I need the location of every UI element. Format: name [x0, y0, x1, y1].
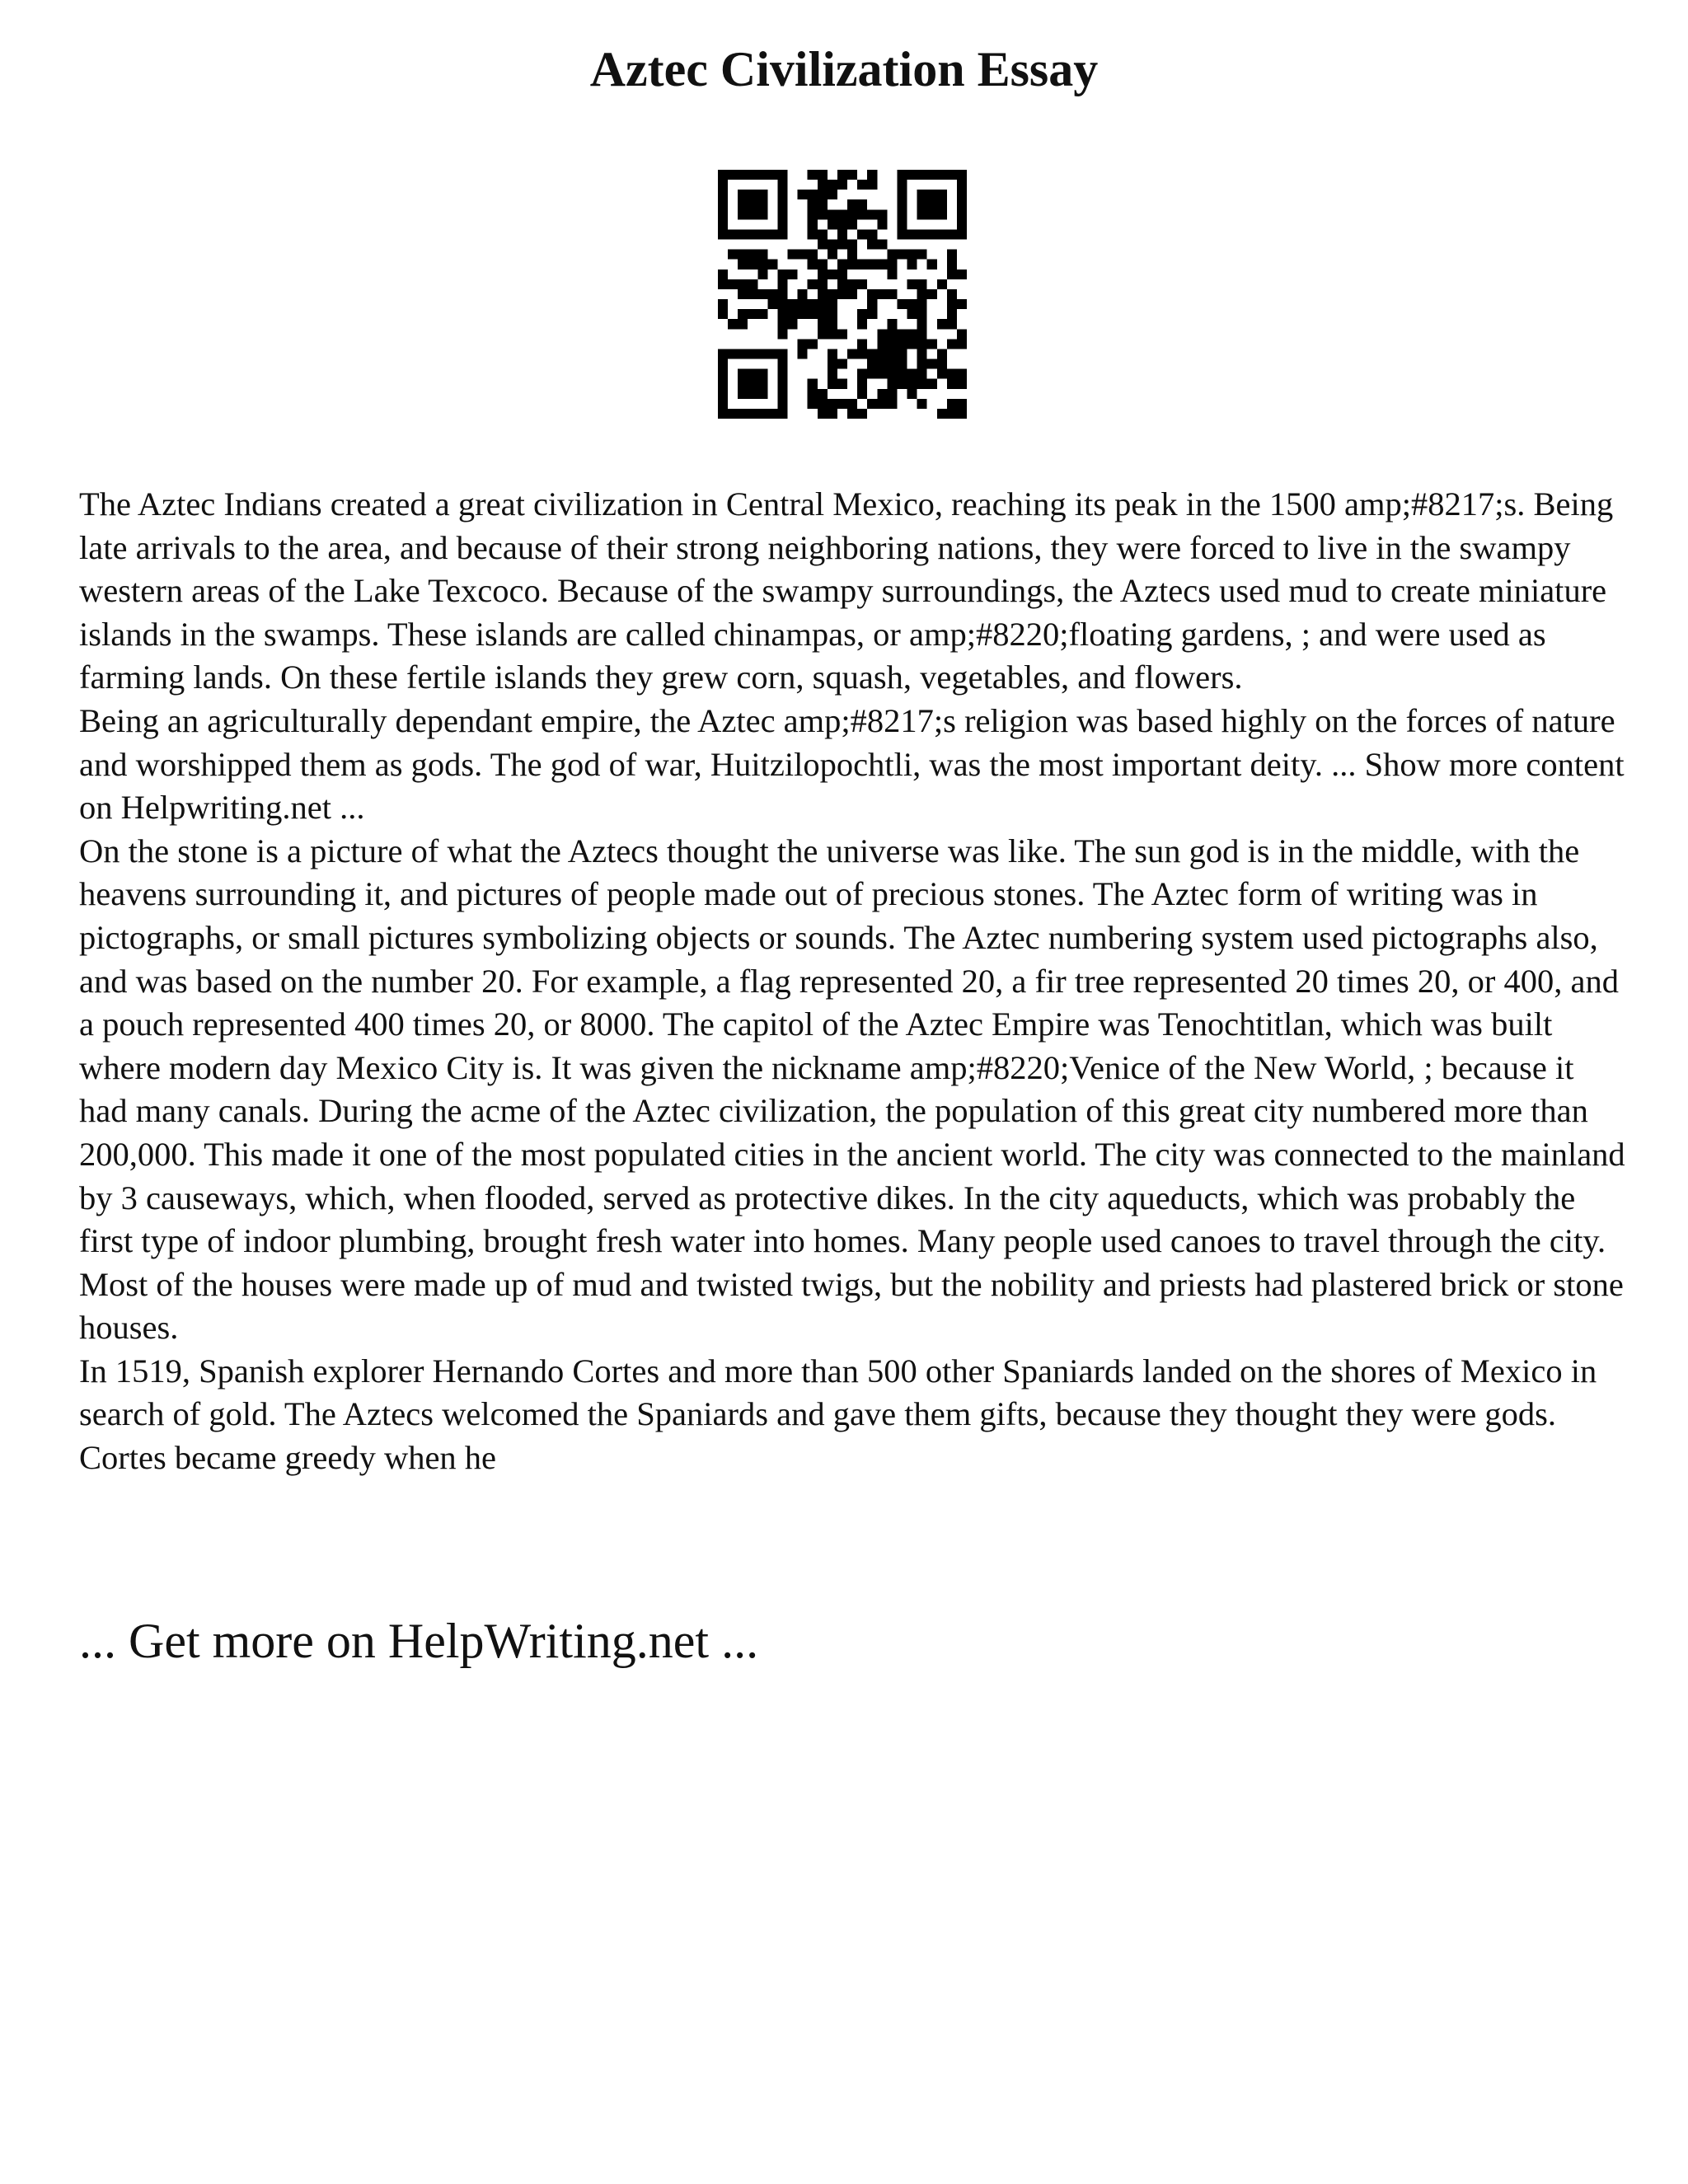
paragraph: On the stone is a picture of what the Aztecs thought the universe was like. The sun god is in the middle, with the heavens surrounding it, and pictures of people made out of precious stones. The Aztec form of writing was in pictographs, or small pictures symbolizing objects or sounds. The Aztec numbering system used pictographs also, and was based on the number 20. For example, a flag represented 20, a fir tree represented 20 times 20, or 400, and a pouch represented 400 times 20, or 8000. The capitol of the Aztec Empire was Tenochtitlan, which was built where modern day Mexico City is. It was given the nickname amp;#8220;Venice of the New World, ; because it had many canals. During the acme of the Aztec civilization, the population of this great city numbered more than 200,000. This made it one of the most populated cities in the ancient world. The city was connected to the mainland by 3 causeways, which, when flooded, served as protective dikes. In the city aqueducts, which was probably the first type of indoor plumbing, brought fresh water into homes. Many people used canoes to travel through the city. Most of the houses were made up of mud and twisted twigs, but the nobility and priests had plastered brick or stone houses. — [79, 832, 1625, 1347]
paragraph: Being an agriculturally dependant empire, the Aztec amp;#8217;s religion was based highly on the forces of nature and worshipped them as gods. The god of war, Huitzilopochtli, was the most important deity. ... Show more content on Helpwriting.net ... — [79, 701, 1625, 827]
page-title: Aztec Civilization Essay — [589, 42, 1099, 96]
paragraph: The Aztec Indians created a great civilization in Central Mexico, reaching its peak in the 1500 amp;#8217;s. Being late arrivals to the area, and because of their strong neighboring nations, they were forced to live in the swampy western areas of the Lake Texcoco. Because of the swampy surroundings, the Aztecs used mud to create miniature islands in the swamps. These islands are called chinampas, or amp;#8220;floating gardens, ; and were used as farming lands. On these fertile islands they grew corn, squash, vegetables, and flowers. — [79, 485, 1614, 696]
get-more-link[interactable]: ... Get more on HelpWriting.net ... — [79, 1614, 759, 1668]
qr-code-icon — [718, 170, 967, 419]
essay-body — [79, 483, 1629, 1480]
paragraph: In 1519, Spanish explorer Hernando Cortes and more than 500 other Spaniards landed on the shores of Mexico in search of gold. The Aztecs welcomed the Spaniards and gave them gifts, because they thought they were gods. Cortes became greedy when he — [79, 1352, 1597, 1477]
